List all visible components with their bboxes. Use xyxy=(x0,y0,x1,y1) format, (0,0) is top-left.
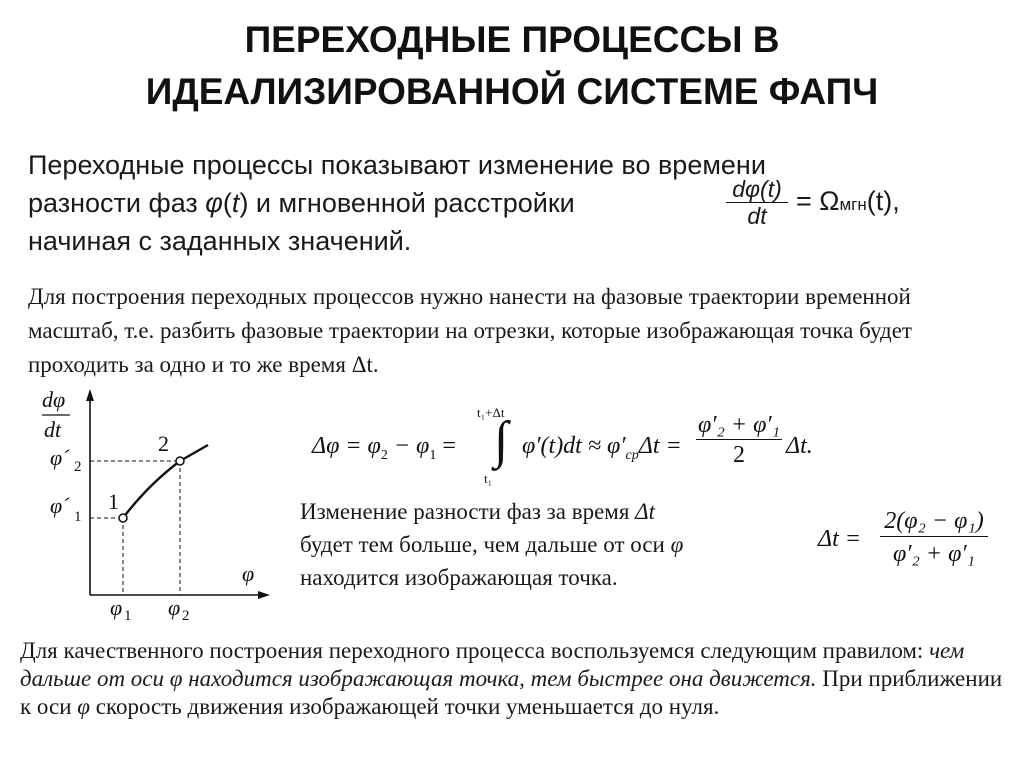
p4-italic-rule: чем дальше от оси φ находится изображающая точка, тем быстрее она движется. xyxy=(20,638,965,691)
fraction-numerator: φ′₂ + φ′₁ xyxy=(698,412,780,438)
label-phi1-sub: 1 xyxy=(124,608,132,624)
p3-text: Изменение разности фаз за время xyxy=(300,499,636,524)
integral-upper: t₁+Δt xyxy=(477,405,505,420)
p3-line-1 xyxy=(300,495,780,528)
paragraph-rule xyxy=(20,637,1010,721)
phase-graph xyxy=(30,385,280,625)
intro-line-1: Переходные процессы показывают изменение во времени xyxy=(28,150,766,180)
formula-integrand xyxy=(522,433,682,464)
period: . xyxy=(372,352,379,377)
p3-text: будет тем больше, чем дальше от оси xyxy=(300,532,671,557)
formula-sub: cp xyxy=(625,447,639,463)
p3-line-2 xyxy=(300,528,780,561)
fraction-denominator: φ′₂ + φ′₁ xyxy=(893,541,975,567)
formula-part: − φ xyxy=(387,433,430,459)
y-label-den: dt xyxy=(44,417,62,442)
fraction-numerator: 2(φ₂ − φ₁) xyxy=(884,508,984,534)
label-phi2-sub: 2 xyxy=(182,608,190,624)
omega-eq: = Ω xyxy=(796,186,840,216)
slide-title xyxy=(0,14,1024,118)
p4-text: При приближении к оси xyxy=(20,666,1003,719)
point-2-label: 2 xyxy=(158,431,169,456)
y-label-num: dφ xyxy=(42,387,66,412)
formula-part: Δt = xyxy=(638,433,682,459)
intro-text: разности фаз xyxy=(28,188,206,218)
label-phi1p-sub: 1 xyxy=(74,509,82,525)
title-line-1: ПЕРЕХОДНЫЕ ПРОЦЕССЫ В xyxy=(244,19,780,60)
label-phi1: φ xyxy=(110,595,123,620)
x-axis-label: φ xyxy=(242,561,255,586)
formula2-fraction xyxy=(880,506,988,571)
formula-sub: 1 xyxy=(429,447,437,463)
x-axis-arrow xyxy=(258,591,270,599)
y-axis-arrow xyxy=(86,389,94,401)
omega-expression xyxy=(796,186,900,217)
label-phi1p: φ´ xyxy=(50,493,70,518)
paragraph-phase-change xyxy=(300,495,780,594)
fraction-denominator: 2 xyxy=(733,442,745,468)
formula-sub: 2 xyxy=(380,447,388,463)
t-symbol: t xyxy=(231,188,240,218)
phi-symbol: φ xyxy=(77,694,90,719)
label-phi2p-sub: 2 xyxy=(74,459,82,475)
point-1-label: 1 xyxy=(108,489,119,514)
intro-text: ) и мгновенной расстройки xyxy=(239,188,575,218)
formula-part: = xyxy=(436,433,456,459)
integral-lower: t₁ xyxy=(484,471,493,486)
formula1-fraction xyxy=(696,411,782,470)
formula-part: Δφ = φ xyxy=(312,433,381,459)
paren: ( xyxy=(222,188,232,218)
formula-tail: Δt. xyxy=(786,433,813,459)
formula-delta-t xyxy=(818,502,998,582)
p4-text: Для качественного построения переходного процесса воспользуемся следующим правилом: xyxy=(20,638,930,663)
fraction-numerator: dφ(t) xyxy=(732,176,782,202)
delta-t: Δt xyxy=(635,499,656,524)
point-2 xyxy=(176,457,184,465)
label-phi2p: φ´ xyxy=(50,445,70,470)
omega-end: (t), xyxy=(866,186,900,216)
intro-line-3: начиная с заданных значений. xyxy=(28,226,412,256)
fraction-denominator: dt xyxy=(747,203,767,229)
paragraph-time-scale xyxy=(28,280,998,382)
p3-line-3: находится изображающая точка. xyxy=(300,565,618,590)
point-1 xyxy=(119,514,127,522)
phi-symbol: φ xyxy=(205,188,223,218)
phi-symbol: φ xyxy=(670,532,684,557)
formula-lhs xyxy=(312,433,456,464)
paragraph-text: Для построения переходных процессов нужно нанести на фазовые траектории временной масштаб, т.е. разбить фазовые траектории на отрезки, которые изображающая точка будет проходить за одно и то же время xyxy=(28,284,912,377)
formula-delta-phi xyxy=(312,405,912,490)
label-phi2: φ xyxy=(168,595,181,620)
delta-t: Δt xyxy=(351,352,373,377)
derivative-fraction xyxy=(722,176,792,229)
integral-sign: ∫ xyxy=(494,412,509,469)
formula2-lhs: Δt = xyxy=(818,526,861,552)
p4-text: скорость движения изображающей точки уменьшается до нуля. xyxy=(90,694,720,719)
title-line-2: ИДЕАЛИЗИРОВАННОЙ СИСТЕМЕ ФАПЧ xyxy=(145,71,879,112)
formula-part: φ′(t)dt ≈ φ′ xyxy=(522,433,626,459)
omega-subscript: мгн xyxy=(839,195,867,214)
